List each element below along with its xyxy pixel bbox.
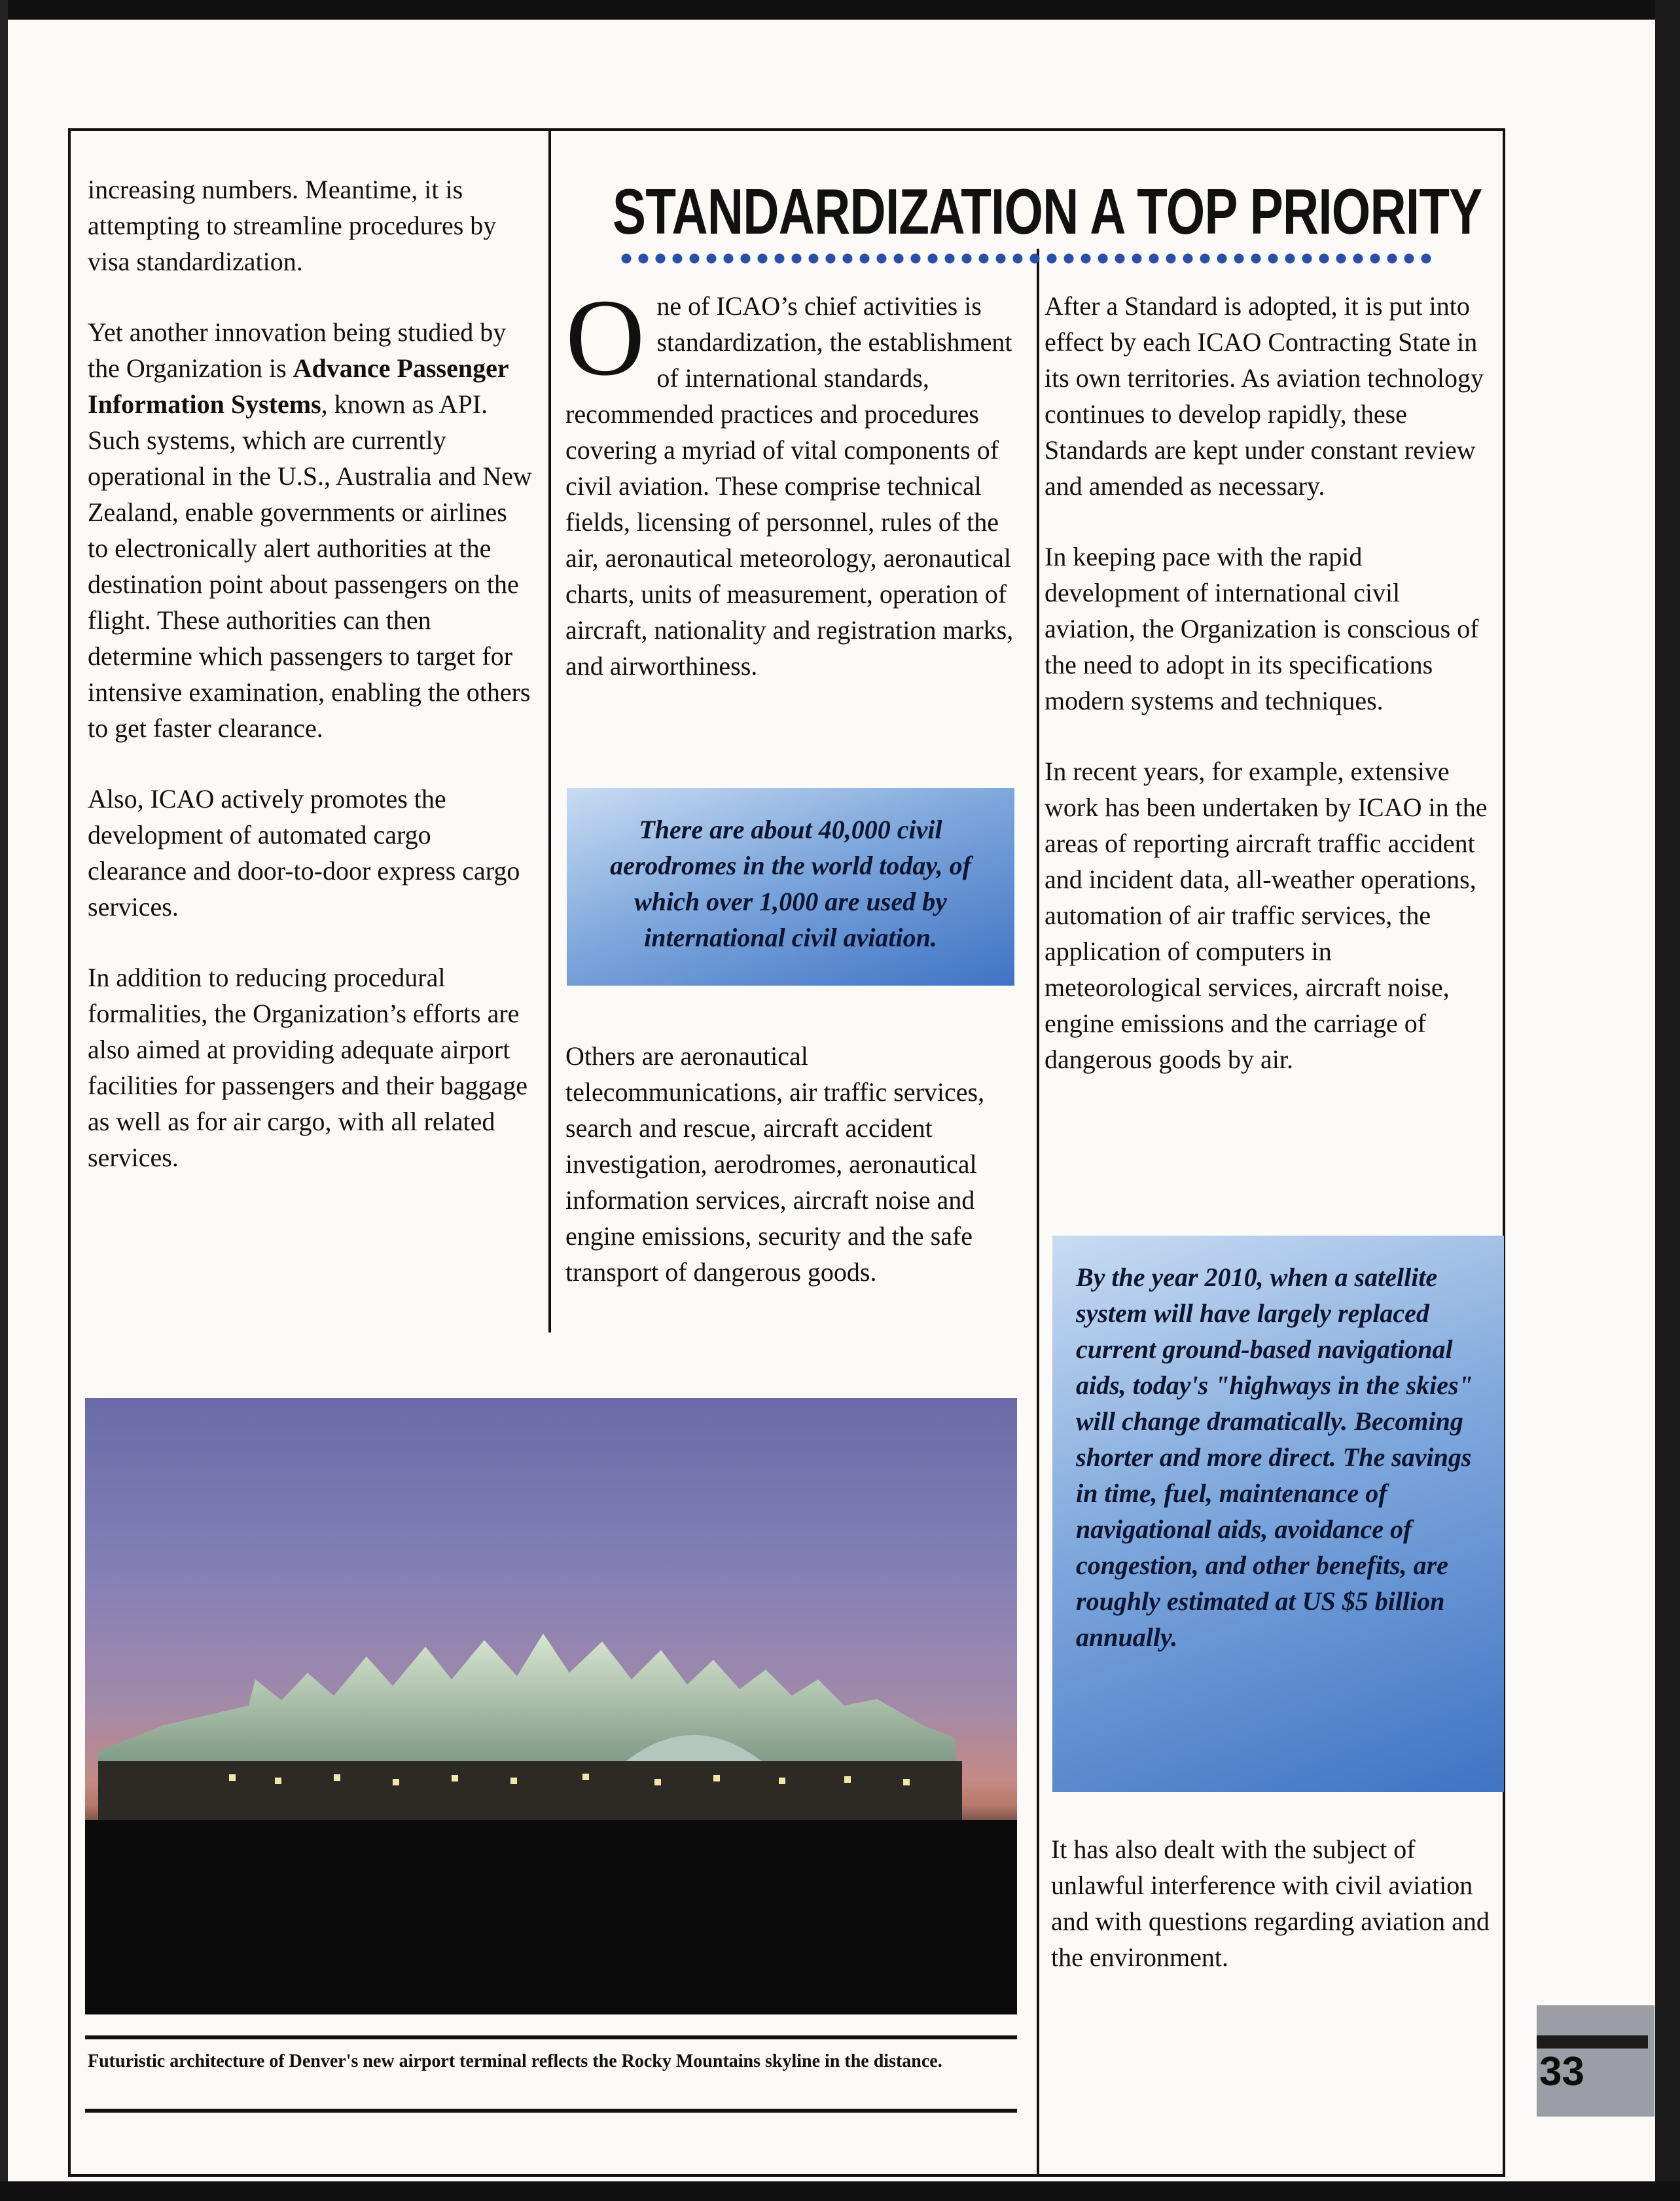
scan-edge-left — [0, 0, 8, 2201]
paragraph: It has also dealt with the subject of unlawful interference with civil aviation and with questions regarding aviation and the environment. — [1051, 1834, 1490, 1972]
pull-quote-text: By the year 2010, when a satellite system will have largely replaced current ground-based navigational aids, today's "highways in the skies" will change dramatically. Becoming shorter and more direct. The savings in time, fuel, maintenance of navigational aids, avoidance of congestion, and other benefits, are roughly estimated at US $5 billion annually. — [1076, 1262, 1473, 1652]
pull-quote-satellite — [1052, 1236, 1504, 1792]
photo-caption: Futuristic architecture of Denver's new airport terminal reflects the Rocky Mountains skyline in the distance. — [88, 2051, 942, 2071]
column-divider-1 — [548, 128, 551, 1333]
dotted-rule — [618, 252, 1435, 265]
terminal-base — [98, 1761, 962, 1820]
paragraph: In keeping pace with the rapid development of international civil aviation, the Organization is conscious of the need to adopt in its specifications modern systems and techniques. — [1045, 542, 1479, 715]
caption-rule-bottom — [85, 2109, 1017, 2113]
paragraph: In recent years, for example, extensive work has been undertaken by ICAO in the areas of reporting aircraft traffic accident and incident data, all-weather operations, automation of air traffic services, the application of computers in meteorological services, aircraft noise, engine emissions and the carriage of dangerous goods by air. — [1045, 757, 1488, 1074]
standardization-text: ne of ICAO’s chief activities is standardization, the establishment of international standards, recommended practices and procedures covering a myriad of vital components of civil aviation. These comprise technical fields, licensing of personnel, rules of the air, aeronautical meteorology, aeronautical charts, units of measurement, operation of aircraft, nationality and registration marks, and airworthiness. — [565, 291, 1014, 681]
page-title: STANDARDIZATION A TOP PRIORITY — [613, 175, 1482, 247]
terminal-roof — [98, 1634, 956, 1764]
column-divider-2 — [1037, 249, 1039, 2177]
caption-rule-top — [85, 2035, 1017, 2039]
foreground-ground — [85, 1820, 1017, 2014]
paragraph: Others are aeronautical telecommunications, air traffic services, search and rescue, aircraft accident investigation, aerodromes, aeronautical information services, aircraft noise and engine emissions, security and the safe transport of dangerous goods. — [565, 1041, 985, 1287]
paragraph: increasing numbers. Meantime, it is attempting to streamline procedures by visa standardization. — [88, 175, 497, 276]
api-term: Advance Passenger Information Systems — [88, 353, 509, 419]
paragraph — [88, 314, 533, 746]
scan-edge-bottom — [0, 2181, 1680, 2201]
pull-quote-aerodromes — [567, 788, 1014, 986]
column-middle-lower — [565, 1038, 1017, 1325]
paragraph — [565, 277, 1017, 684]
paragraph: Also, ICAO actively promotes the development of automated cargo clearance and door-to-door express cargo services. — [88, 784, 520, 922]
paragraph: After a Standard is adopted, it is put into effect by each ICAO Contracting State in its own territories. As aviation technology continues to develop rapidly, these Standards are kept under constant review and amended as necessary. — [1045, 291, 1484, 501]
page-number: 33 — [1539, 2049, 1584, 2094]
api-intro-text: Yet another innovation being studied by the Organization is — [88, 317, 507, 383]
terminal-illustration — [85, 1398, 1017, 2014]
paragraph: In addition to reducing procedural formalities, the Organization’s efforts are also aimed at providing adequate airport facilities for passengers and their baggage as well as for air cargo, with all related services. — [88, 963, 527, 1172]
airport-terminal-photo — [85, 1398, 1017, 2014]
api-description: , known as API. Such systems, which are currently operational in the U.S., Australia and New Zealand, enable governments or airlines to electronically alert authorities at the destination point about passengers on the flight. These authorities can then determine which passengers to target for intensive examination, enabling the others to get faster clearance. — [88, 389, 532, 743]
drop-cap: O — [565, 277, 645, 399]
column-left — [88, 171, 533, 1210]
page-number-tab — [1537, 2035, 1648, 2049]
pull-quote-text: There are about 40,000 civil aerodromes in the world today, of which over 1,000 are used by international civil aviation. — [610, 815, 971, 952]
scan-edge-right — [1655, 0, 1680, 2201]
scan-edge-top — [0, 0, 1680, 20]
column-middle — [565, 277, 1017, 719]
column-right — [1045, 288, 1490, 1112]
column-right-lower — [1051, 1831, 1496, 2010]
